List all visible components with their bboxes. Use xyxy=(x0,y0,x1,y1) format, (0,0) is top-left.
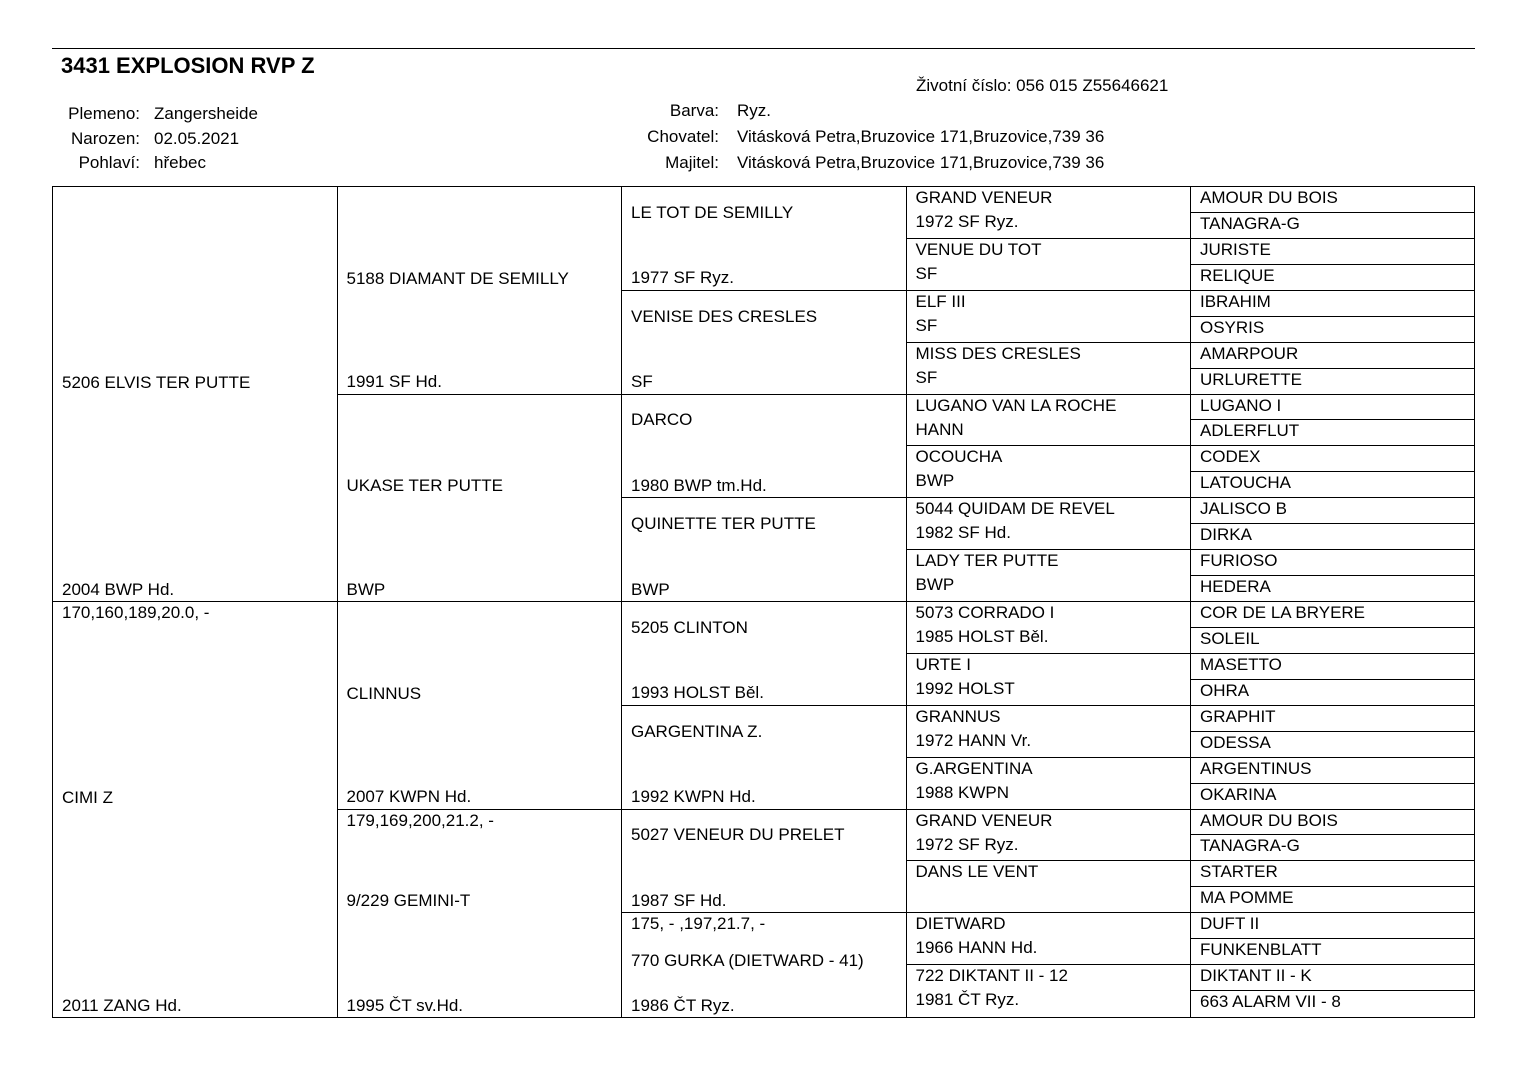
ancestor-name: G.ARGENTINA xyxy=(915,758,1033,778)
top-rule xyxy=(52,48,1475,49)
ancestor-info: 2004 BWP Hd. xyxy=(62,579,175,599)
ancestor-name: COR DE LA BRYERE xyxy=(1200,603,1366,622)
pedigree-cell-gen4 xyxy=(907,810,1192,862)
ancestor-info: 1985 HOLST Běl. xyxy=(915,627,1049,646)
pedigree-cell-gen4 xyxy=(907,758,1192,810)
pedigree-cell-gen5 xyxy=(1191,810,1474,836)
ancestor-name: LUGANO VAN LA ROCHE xyxy=(915,395,1117,415)
ancestor-name: ELF III xyxy=(915,291,966,311)
pedigree-cell-gen5 xyxy=(1191,758,1474,784)
ancestor-name: LADY TER PUTTE xyxy=(915,551,1059,571)
ancestor-name: 5206 ELVIS TER PUTTE xyxy=(62,372,251,392)
ancestor-name: AMOUR DU BOIS xyxy=(1200,810,1338,830)
ancestor-name: FUNKENBLATT xyxy=(1200,940,1322,960)
pedigree-cell-gen4 xyxy=(907,602,1192,654)
ancestor-info: BWP xyxy=(915,575,955,595)
pedigree-cell-gen5 xyxy=(1191,732,1474,758)
ancestor-name: 5073 CORRADO I xyxy=(915,603,1055,622)
ancestor-name: LE TOT DE SEMILLY xyxy=(631,202,794,222)
ancestor-info: 1993 HOLST Běl. xyxy=(631,683,764,703)
pedigree-cell-gen5 xyxy=(1191,835,1474,861)
pedigree-cell-gen3 xyxy=(622,498,907,602)
pedigree-cell-gen5 xyxy=(1191,472,1474,498)
pedigree-cell-gen2 xyxy=(338,187,623,395)
life-number: Životní číslo: 056 015 Z55646621 xyxy=(916,76,1169,95)
ancestor-info: 1986 ČT Ryz. xyxy=(631,995,735,1015)
pedigree-cell-gen3 xyxy=(622,187,907,291)
ancestor-measurements: 175, - ,197,21.7, - xyxy=(631,914,766,934)
ancestor-info: BWP xyxy=(915,471,955,491)
ancestor-info: 1987 SF Hd. xyxy=(631,890,727,910)
ancestor-name: RELIQUE xyxy=(1200,265,1275,285)
pedigree-cell-gen2 xyxy=(338,395,623,603)
ancestor-name: 5027 VENEUR DU PRELET xyxy=(631,825,845,845)
pedigree-cell-gen5 xyxy=(1191,187,1474,213)
pedigree-cell-gen5 xyxy=(1191,550,1474,576)
pedigree-cell-gen5 xyxy=(1191,213,1474,239)
pedigree-cell-gen4 xyxy=(907,343,1192,395)
ancestor-info: 1977 SF Ryz. xyxy=(631,268,734,288)
ancestor-name: OKARINA xyxy=(1200,784,1277,804)
pedigree-cell-gen5 xyxy=(1191,706,1474,732)
ancestor-name: DIRKA xyxy=(1200,525,1252,545)
pedigree-cell-gen5 xyxy=(1191,420,1474,446)
ancestor-info: 1982 SF Hd. xyxy=(915,523,1011,543)
ancestor-name: DARCO xyxy=(631,410,693,430)
breeder-value: Vitásková Petra,Bruzovice 171,Bruzovice,739 36 xyxy=(737,127,1105,146)
pedigree-cell-gen4 xyxy=(907,965,1192,1017)
ancestor-info: 1992 KWPN Hd. xyxy=(631,787,756,807)
ancestor-name: URLURETTE xyxy=(1200,369,1303,389)
pedigree-cell-gen4 xyxy=(907,550,1192,602)
ancestor-name: TANAGRA-G xyxy=(1200,836,1300,856)
pedigree-cell-gen5 xyxy=(1191,395,1474,421)
ancestor-name: TANAGRA-G xyxy=(1200,213,1300,233)
ancestor-info: 1991 SF Hd. xyxy=(346,372,442,392)
pedigree-cell-gen3 xyxy=(622,810,907,914)
ancestor-name: JURISTE xyxy=(1200,239,1271,259)
ancestor-name: VENUE DU TOT xyxy=(915,239,1042,259)
pedigree-cell-gen5 xyxy=(1191,265,1474,291)
pedigree-cell-gen5 xyxy=(1191,784,1474,810)
pedigree-cell-gen5 xyxy=(1191,602,1474,628)
ancestor-info: 1988 KWPN xyxy=(915,782,1010,802)
ancestor-info: SF xyxy=(915,315,938,335)
pedigree-cell-gen5 xyxy=(1191,369,1474,395)
pedigree-cell-gen4 xyxy=(907,498,1192,550)
ancestor-name: IBRAHIM xyxy=(1200,291,1271,311)
ancestor-name: ADLERFLUT xyxy=(1200,421,1300,441)
ancestor-name: ODESSA xyxy=(1200,732,1271,752)
pedigree-cell-gen4 xyxy=(907,187,1192,239)
pedigree-cell-gen5 xyxy=(1191,317,1474,343)
pedigree-cell-gen5 xyxy=(1191,291,1474,317)
ancestor-name: CODEX xyxy=(1200,447,1261,467)
ancestor-name: LATOUCHA xyxy=(1200,473,1292,493)
ancestor-name: MISS DES CRESLES xyxy=(915,343,1081,363)
sex-label: Pohlaví: xyxy=(78,153,140,172)
ancestor-info: 1966 HANN Hd. xyxy=(915,938,1038,958)
breed-value: Zangersheide xyxy=(154,104,258,123)
ancestor-name: OHRA xyxy=(1200,680,1250,700)
ancestor-name: MA POMME xyxy=(1200,888,1294,908)
ancestor-name: 5044 QUIDAM DE REVEL xyxy=(915,499,1115,519)
ancestor-name: HEDERA xyxy=(1200,577,1271,597)
pedigree-cell-gen4 xyxy=(907,446,1192,498)
ancestor-name: CIMI Z xyxy=(62,787,113,807)
ancestor-name: DIKTANT II - K xyxy=(1200,966,1312,986)
pedigree-cell-gen5 xyxy=(1191,991,1474,1017)
ancestor-name: OCOUCHA xyxy=(915,447,1003,467)
ancestor-name: AMOUR DU BOIS xyxy=(1200,188,1338,207)
ancestor-info: 2007 KWPN Hd. xyxy=(346,787,472,807)
breed-label: Plemeno: xyxy=(68,104,140,123)
pedigree-cell-gen5 xyxy=(1191,524,1474,550)
pedigree-cell-gen3 xyxy=(622,602,907,706)
pedigree-cell-gen5 xyxy=(1191,939,1474,965)
ancestor-info: SF xyxy=(915,367,938,387)
ancestor-measurements: 170,160,189,20.0, - xyxy=(62,603,210,622)
ancestor-name: GRAND VENEUR xyxy=(915,810,1053,830)
ancestor-name: DANS LE VENT xyxy=(915,862,1039,882)
ancestor-name: DIETWARD xyxy=(915,914,1006,934)
ancestor-measurements: 179,169,200,21.2, - xyxy=(346,810,494,830)
ancestor-name: AMARPOUR xyxy=(1200,343,1299,363)
breeder-label: Chovatel: xyxy=(647,127,719,146)
ancestor-info: HANN xyxy=(915,419,964,439)
ancestor-name: 9/229 GEMINI-T xyxy=(346,891,471,911)
owner-value: Vitásková Petra,Bruzovice 171,Bruzovice,739 36 xyxy=(737,153,1105,172)
ancestor-name: 663 ALARM VII - 8 xyxy=(1200,992,1341,1012)
ancestor-name: LUGANO I xyxy=(1200,395,1282,415)
ancestor-name: URTE I xyxy=(915,654,971,674)
pedigree-table xyxy=(52,186,1475,1018)
ancestor-info: SF xyxy=(631,372,653,392)
horse-title: 3431 EXPLOSION RVP Z xyxy=(61,53,315,78)
ancestor-name: 722 DIKTANT II - 12 xyxy=(915,966,1068,986)
pedigree-cell-gen3 xyxy=(622,913,907,1017)
pedigree-cell-gen2 xyxy=(338,602,623,810)
ancestor-info: 1972 SF Ryz. xyxy=(915,834,1019,854)
ancestor-info: BWP xyxy=(346,579,386,599)
ancestor-name: DUFT II xyxy=(1200,914,1260,934)
ancestor-name: FURIOSO xyxy=(1200,551,1278,571)
pedigree-cell-gen4 xyxy=(907,706,1192,758)
ancestor-name: QUINETTE TER PUTTE xyxy=(631,514,816,534)
ancestor-name: JALISCO B xyxy=(1200,499,1287,519)
pedigree-cell-gen5 xyxy=(1191,343,1474,369)
pedigree-cell-gen4 xyxy=(907,291,1192,343)
ancestor-info: 1972 SF Ryz. xyxy=(915,212,1019,231)
pedigree-cell-gen5 xyxy=(1191,861,1474,887)
ancestor-name: STARTER xyxy=(1200,862,1278,882)
pedigree-cell-gen4 xyxy=(907,395,1192,447)
pedigree-cell-gen4 xyxy=(907,913,1192,965)
pedigree-cell-gen3 xyxy=(622,706,907,810)
ancestor-info: SF xyxy=(915,263,938,283)
pedigree-cell-gen1 xyxy=(53,602,338,1017)
pedigree-cell-gen3 xyxy=(622,395,907,499)
born-label: Narozen: xyxy=(71,129,140,148)
ancestor-name: GARGENTINA Z. xyxy=(631,721,763,741)
ancestor-name: UKASE TER PUTTE xyxy=(346,476,503,496)
ancestor-name: SOLEIL xyxy=(1200,628,1260,648)
pedigree-cell-gen5 xyxy=(1191,680,1474,706)
pedigree-cell-gen3 xyxy=(622,291,907,395)
ancestor-info: 2011 ZANG Hd. xyxy=(62,995,182,1015)
ancestor-name: 5205 CLINTON xyxy=(631,617,748,637)
ancestor-info: BWP xyxy=(631,579,670,599)
ancestor-name: 770 GURKA (DIETWARD - 41) xyxy=(631,951,864,971)
pedigree-cell-gen5 xyxy=(1191,965,1474,991)
ancestor-name: CLINNUS xyxy=(346,683,422,703)
ancestor-info: 1992 HOLST xyxy=(915,678,1015,698)
ancestor-info: 1981 ČT Ryz. xyxy=(915,990,1020,1010)
ancestor-name: GRAPHIT xyxy=(1200,706,1276,726)
pedigree-cell-gen2 xyxy=(338,810,623,1018)
ancestor-name: GRAND VENEUR xyxy=(915,188,1053,207)
pedigree-cell-gen1 xyxy=(53,187,338,602)
ancestor-info: 1972 HANN Vr. xyxy=(915,730,1032,750)
color-label: Barva: xyxy=(669,101,719,120)
pedigree-cell-gen4 xyxy=(907,861,1192,913)
ancestor-name: MASETTO xyxy=(1200,654,1282,674)
owner-label: Majitel: xyxy=(665,153,719,172)
pedigree-cell-gen5 xyxy=(1191,239,1474,265)
color-value: Ryz. xyxy=(737,101,771,120)
pedigree-cell-gen5 xyxy=(1191,628,1474,654)
ancestor-name: OSYRIS xyxy=(1200,317,1265,337)
born-value: 02.05.2021 xyxy=(154,129,240,148)
ancestor-info: 1995 ČT sv.Hd. xyxy=(346,995,464,1015)
pedigree-cell-gen4 xyxy=(907,239,1192,291)
ancestor-name: VENISE DES CRESLES xyxy=(631,306,818,326)
ancestor-name: 5188 DIAMANT DE SEMILLY xyxy=(346,268,569,288)
pedigree-cell-gen5 xyxy=(1191,498,1474,524)
pedigree-cell-gen5 xyxy=(1191,887,1474,913)
sex-value: hřebec xyxy=(154,153,206,172)
pedigree-cell-gen5 xyxy=(1191,576,1474,602)
pedigree-cell-gen5 xyxy=(1191,446,1474,472)
pedigree-cell-gen5 xyxy=(1191,913,1474,939)
pedigree-cell-gen5 xyxy=(1191,654,1474,680)
ancestor-info: 1980 BWP tm.Hd. xyxy=(631,475,767,495)
ancestor-name: GRANNUS xyxy=(915,706,1001,726)
pedigree-cell-gen4 xyxy=(907,654,1192,706)
ancestor-name: ARGENTINUS xyxy=(1200,758,1312,778)
